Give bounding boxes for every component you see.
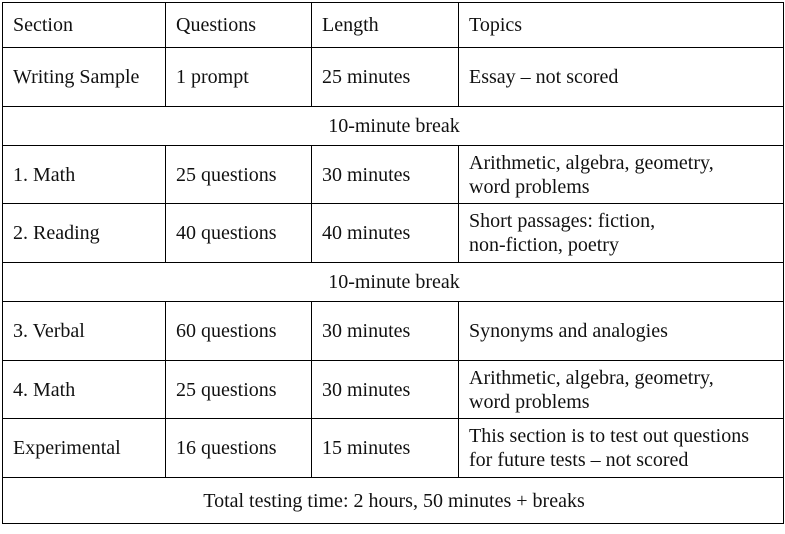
questions-cell: 25 questions	[166, 361, 312, 419]
topics-cell	[459, 204, 784, 263]
break-row	[3, 107, 784, 146]
section-cell: 4. Math	[3, 361, 166, 419]
table-row	[3, 204, 784, 263]
topics-cell	[459, 302, 784, 361]
test-schedule-table	[2, 2, 784, 524]
header-row	[3, 3, 784, 48]
topics-line: Short passages: fiction,	[469, 210, 656, 232]
questions-cell: 16 questions	[166, 419, 312, 478]
topics-cell	[459, 48, 784, 107]
table-row	[3, 361, 784, 419]
header-cell-questions: Questions	[166, 3, 312, 48]
section-cell: 2. Reading	[3, 204, 166, 263]
topics-cell	[459, 146, 784, 204]
header-cell-section: Section	[3, 3, 166, 48]
table-row	[3, 48, 784, 107]
topics-cell	[459, 361, 784, 419]
topics-line: non-fiction, poetry	[469, 234, 619, 256]
length-cell: 40 minutes	[312, 204, 459, 263]
section-cell: 1. Math	[3, 146, 166, 204]
topics-line: Arithmetic, algebra, geometry,	[469, 366, 714, 389]
total-time-cell: Total testing time: 2 hours, 50 minutes + breaks	[3, 478, 784, 524]
table-row	[3, 419, 784, 478]
questions-cell: 60 questions	[166, 302, 312, 361]
break-row	[3, 263, 784, 302]
section-cell: 3. Verbal	[3, 302, 166, 361]
topics-line: Essay – not scored	[469, 66, 619, 88]
section-cell: Writing Sample	[3, 48, 166, 107]
section-cell: Experimental	[3, 419, 166, 478]
length-cell: 30 minutes	[312, 361, 459, 419]
footer-row	[3, 478, 784, 524]
topics-line: This section is to test out questions	[469, 425, 749, 447]
length-cell: 15 minutes	[312, 419, 459, 478]
header-cell-length: Length	[312, 3, 459, 48]
length-cell: 25 minutes	[312, 48, 459, 107]
table-row	[3, 146, 784, 204]
topics-line: for future tests – not scored	[469, 449, 689, 471]
topics-cell	[459, 419, 784, 478]
table-row	[3, 302, 784, 361]
header-cell-topics: Topics	[459, 3, 784, 48]
topics-line: word problems	[469, 390, 590, 413]
break-cell: 10-minute break	[3, 263, 784, 302]
questions-cell: 1 prompt	[166, 48, 312, 107]
length-cell: 30 minutes	[312, 302, 459, 361]
topics-line: word problems	[469, 175, 590, 198]
topics-line: Synonyms and analogies	[469, 320, 668, 342]
questions-cell: 40 questions	[166, 204, 312, 263]
length-cell: 30 minutes	[312, 146, 459, 204]
questions-cell: 25 questions	[166, 146, 312, 204]
topics-line: Arithmetic, algebra, geometry,	[469, 151, 714, 174]
break-cell: 10-minute break	[3, 107, 784, 146]
